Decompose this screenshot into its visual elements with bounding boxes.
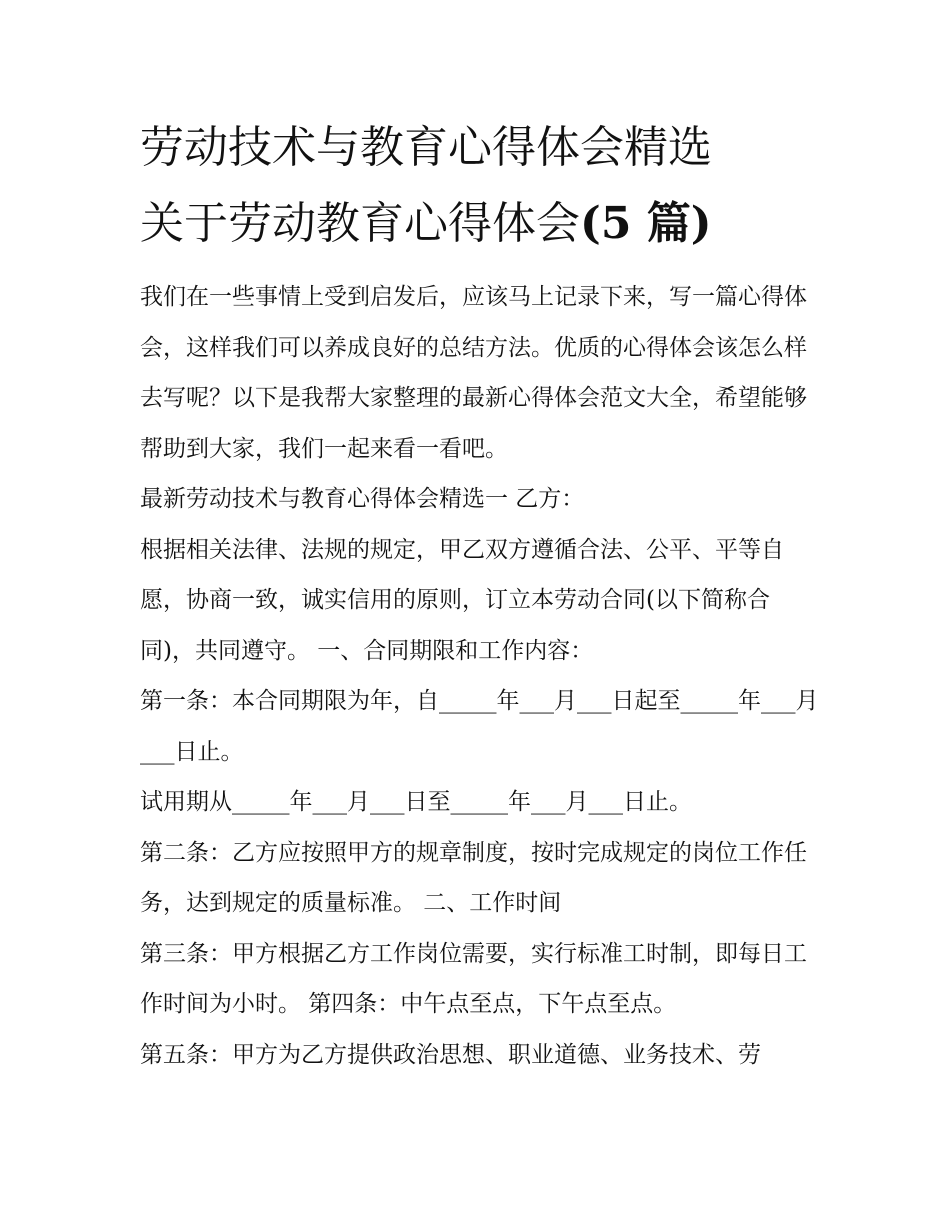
paragraph-article-3: 第三条：甲方根据乙方工作岗位需要，实行标准工时制，即每日工作时间为小时。 第四条：中午点至点，下午点至点。 bbox=[140, 940, 807, 1017]
title-line-2-suffix: (5 篇) bbox=[580, 198, 712, 249]
paragraph-article-2: 第二条：乙方应按照甲方的规章制度，按时完成规定的岗位工作任务，达到规定的质量标准。 二、工作时间 bbox=[140, 839, 807, 916]
paragraph-principles: 根据相关法律、法规的规定，甲乙双方遵循合法、公平、平等自愿，协商一致，诚实信用的原则，订立本劳动合同(以下简称合同)，共同遵守。 一、合同期限和工作内容： bbox=[140, 536, 784, 664]
section-heading: 最新劳动技术与教育心得体会精选一 乙方： bbox=[140, 486, 585, 512]
intro-paragraph: 我们在一些事情上受到启发后，应该马上记录下来，写一篇心得体会，这样我们可以养成良好的总结方法。优质的心得体会该怎么样去写呢？以下是我帮大家整理的最新心得体会范文大全，希望能够帮助到大家，我们一起来看一看吧。 bbox=[140, 284, 807, 462]
document-page bbox=[140, 110, 820, 1080]
paragraph-article-1: 第一条：本合同期限为年，自_____年___月___日起至_____年___月___日止。 bbox=[140, 688, 819, 765]
title-line-1: 劳动技术与教育心得体会精选 bbox=[140, 122, 712, 173]
paragraph-article-5: 第五条：甲方为乙方提供政治思想、职业道德、业务技术、劳 bbox=[140, 1041, 761, 1068]
document-title bbox=[140, 110, 820, 262]
title-line-2: 关于劳动教育心得体会 bbox=[140, 198, 580, 249]
paragraph-probation: 试用期从_____年___月___日至_____年___月___日止。 bbox=[140, 789, 692, 815]
